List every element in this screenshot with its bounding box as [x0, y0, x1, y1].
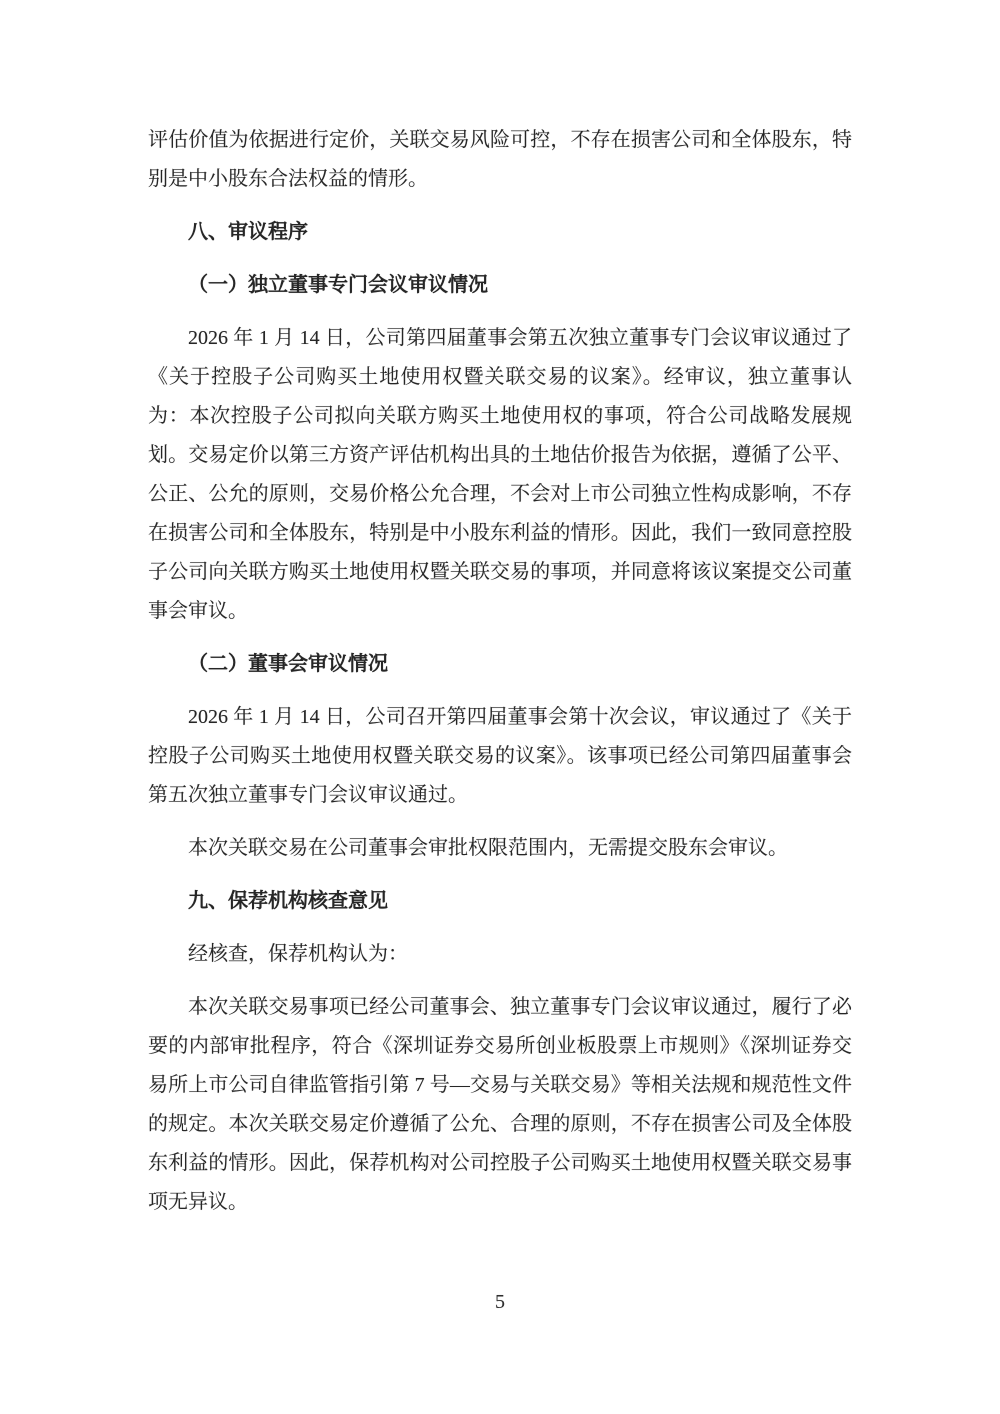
paragraph-sponsor-intro: 经核查，保荐机构认为： — [188, 943, 408, 965]
paragraph-continuation: 评估价值为依据进行定价，关联交易风险可控，不存在损害公司和全体股东，特别是中小股东合法权益的情形。 — [148, 129, 852, 190]
section-heading-sponsor-opinion: 九、保荐机构核查意见 — [188, 890, 388, 912]
section-heading-review-procedures: 八、审议程序 — [188, 221, 308, 243]
subsection-heading-board-review: （二）董事会审议情况 — [188, 653, 388, 675]
paragraph-sponsor-conclusion: 本次关联交易事项已经公司董事会、独立董事专门会议审议通过，履行了必要的内部审批程序，符合《深圳证券交易所创业板股票上市规则》《深圳证券交易所上市公司自律监管指引第 7 号—交易与关联交易》等相关法规和规范性文件的规定。本次关联交易定价遵循了公允、合理的原则，不存在损害公司及全体股东利益的情形。因此，保荐机构对公司控股子公司购买土地使用权暨关联交易事项无异议。 — [148, 996, 852, 1213]
subsection-heading-independent-directors-meeting: （一）独立董事专门会议审议情况 — [188, 274, 488, 296]
paragraph-approval-scope: 本次关联交易在公司董事会审批权限范围内，无需提交股东会审议。 — [188, 837, 788, 859]
document-body — [148, 121, 852, 1222]
page-number: 5 — [495, 1291, 505, 1313]
paragraph-independent-directors-review: 2026 年 1 月 14 日，公司第四届董事会第五次独立董事专门会议审议通过了《关于控股子公司购买土地使用权暨关联交易的议案》。经审议，独立董事认为：本次控股子公司拟向关联方购买土地使用权的事项，符合公司战略发展规划。交易定价以第三方资产评估机构出具的土地估价报告为依据，遵循了公平、公正、公允的原则，交易价格公允合理，不会对上市公司独立性构成影响，不存在损害公司和全体股东，特别是中小股东利益的情形。因此，我们一致同意控股子公司向关联方购买土地使用权暨关联交易的事项，并同意将该议案提交公司董事会审议。 — [148, 327, 852, 622]
paragraph-board-review: 2026 年 1 月 14 日，公司召开第四届董事会第十次会议，审议通过了《关于控股子公司购买土地使用权暨关联交易的议案》。该事项已经公司第四届董事会第五次独立董事专门会议审议通过。 — [148, 706, 852, 806]
